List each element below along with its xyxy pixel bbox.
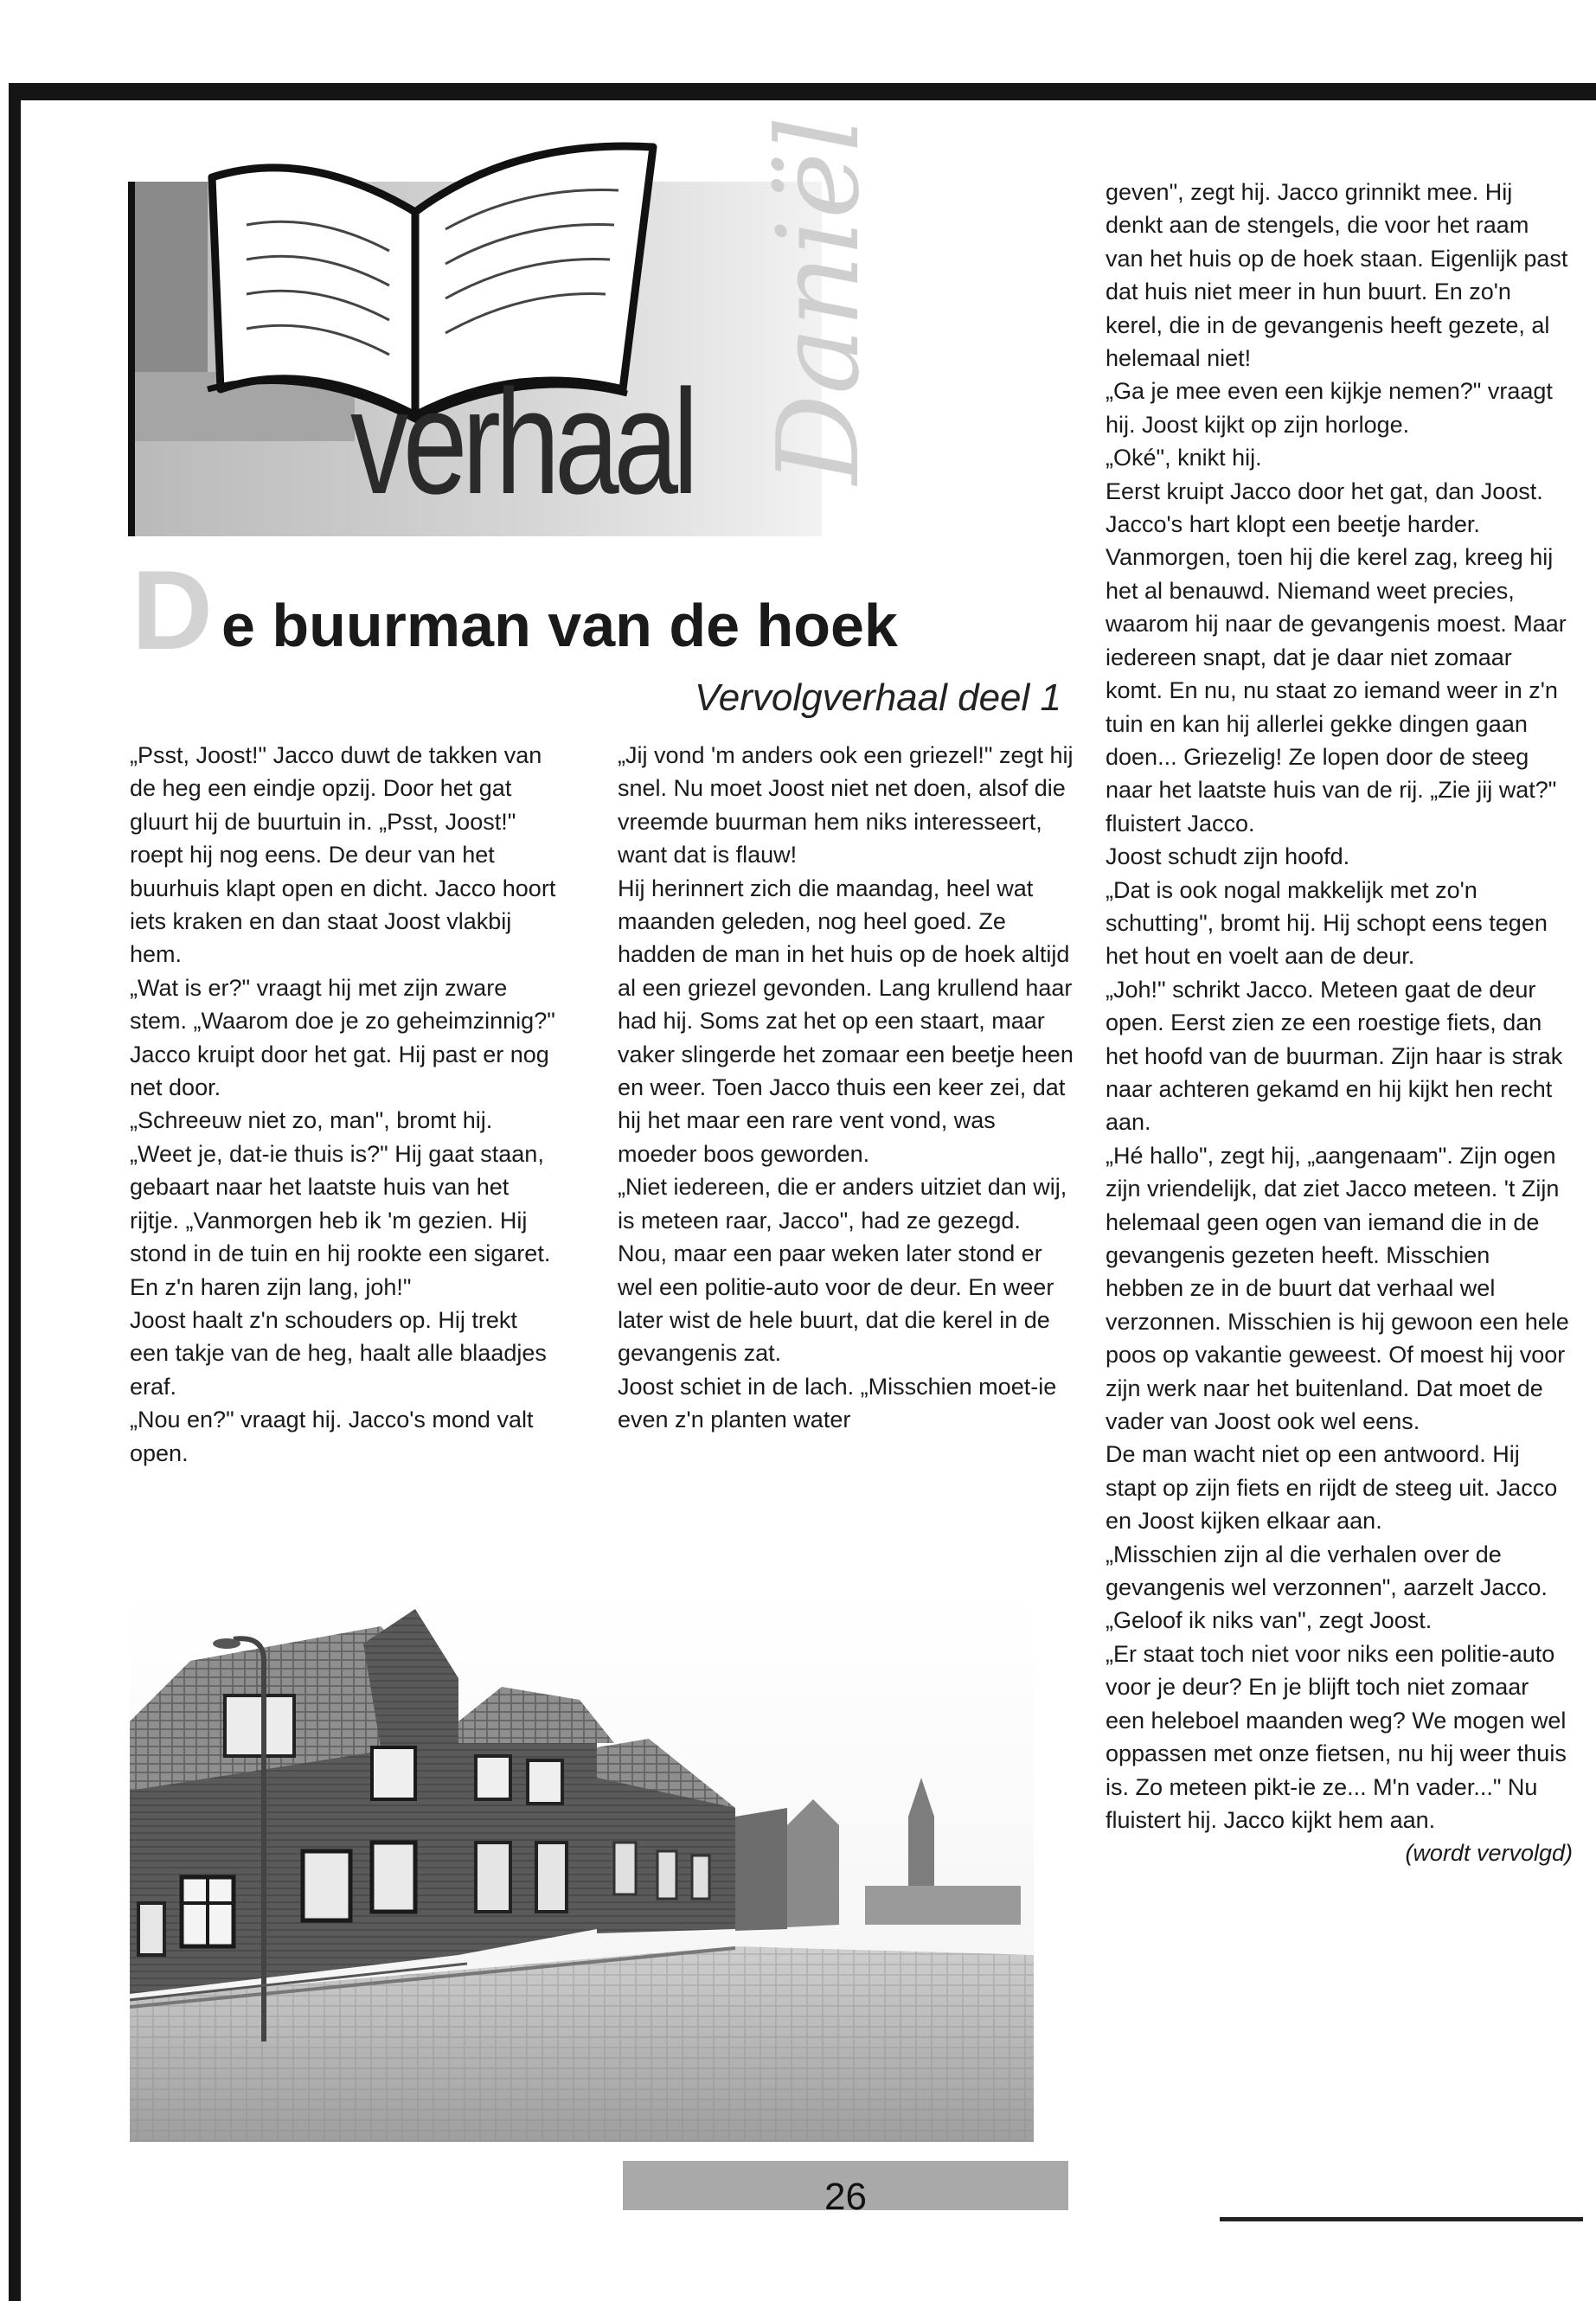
paragraph: „Er staat toch niet voor niks een politie-auto voor je deur? En je blijft toch niet zomaar een heleboel maanden weg? We mogen wel oppassen met onze fietsen, nu hij weer thuis is. Zo meteen pikt-ie ze... M'n vader..." Nu fluistert hij. Jacco kijkt hem aan. — [1106, 1640, 1567, 1833]
text-column-1 — [130, 739, 562, 1470]
paragraph: „Ga je mee even een kijkje nemen?" vraagt hij. Joost kijkt op zijn horloge. — [1106, 378, 1553, 438]
page-number: 26 — [824, 2176, 867, 2210]
paragraph: Eerst kruipt Jacco door het gat, dan Joost. Jacco's hart klopt een beetje harder. Vanmorgen, toen hij die kerel zag, kreeg hij het al benauwd. Niemand weet precies, waarom hij naar de gevangenis moest. Maar iedereen snapt, dat je daar niet zomaar komt. En nu, nu staat zo iemand weer in z'n tuin en kan hij allerlei gekke dingen gaan doen... Griezelig! Ze lopen door de steeg naar het laatste huis van de rij. „Zie jij wat?" fluistert Jacco. — [1106, 478, 1567, 836]
bottom-border-rule — [1220, 2217, 1583, 2221]
paragraph: „Jij vond 'm anders ook een griezel!" zegt hij snel. Nu moet Joost niet net doen, alsof die vreemde buurman hem niks interesseert, want dat is flauw! — [618, 742, 1074, 868]
paragraph: „Oké", knikt hij. — [1106, 445, 1262, 471]
paragraph: „Wat is er?" vraagt hij met zijn zware stem. „Waarom doe je zo geheimzinnig?" — [130, 974, 555, 1035]
paragraph: „Nou en?" vraagt hij. Jacco's mond valt open. — [130, 1407, 534, 1466]
paragraph: Joost haalt z'n schouders op. Hij trekt een takje van de heg, haalt alle blaadjes eraf. — [130, 1306, 547, 1400]
text-column-2 — [618, 739, 1076, 1437]
paragraph: „Geloof ik niks van", zegt Joost. — [1106, 1607, 1433, 1634]
top-border-rule — [9, 83, 1596, 100]
title-drop-cap: D — [131, 547, 213, 673]
paragraph: „Schreeuw niet zo, man", bromt hij. — [130, 1107, 493, 1134]
paragraph: „Psst, Joost!" Jacco duwt de takken van de heg een eindje opzij. Door het gat gluurt hij de buurtuin in. „Psst, Joost!" roept hij nog eens. De deur van het buurhuis klapt open en dicht. Jacco hoort iets kraken en dan staat Joost vlakbij hem. — [130, 742, 556, 968]
section-label: verhaal — [350, 359, 694, 525]
paragraph: geven", zegt hij. Jacco grinnikt mee. Hij denkt aan de stengels, die voor het raam van het huis op de hoek staan. Eigenlijk past dat huis niet meer in hun buurt. En zo'n kerel, die in de gevangenis heeft gezete, al helemaal niet! — [1106, 179, 1568, 372]
street-houses-photo — [130, 1592, 1034, 2142]
paragraph: „Dat is ook nogal makkelijk met zo'n schutting", bromt hij. Hij schopt eens tegen het hout en voelt aan de deur. — [1106, 876, 1548, 970]
author-name: Daniël — [753, 116, 884, 484]
story-title: e buurman van de hoek — [221, 592, 898, 659]
paragraph: „Hé hallo", zegt hij, „aangenaam". Zijn ogen zijn vriendelijk, dat ziet Jacco meteen. 't Zijn helemaal geen ogen van iemand die in de gevangenis gezeten heeft. Misschien hebben ze in de buurt dat verhaal wel verzonnen. Misschien is hij gewoon een hele poos op vakantie geweest. Of moest hij voor zijn werk naar het buitenland. Dat moet de vader van Joost ook wel eens. — [1106, 1142, 1569, 1435]
paragraph: Hij herinnert zich die maandag, heel wat maanden geleden, nog heel goed. Ze hadden de man in het huis op de hoek altijd al een griezel gevonden. Lang krullend haar had hij. Soms zat het op een staart, maar vaker slingerde het zomaar een beetje heen en weer. Toen Jacco thuis een keer zei, dat hij het maar een rare vent vond, was moeder boos geworden. — [618, 875, 1074, 1167]
paragraph: De man wacht niet op een antwoord. Hij stapt op zijn fiets en rijdt de steeg uit. Jacco en Joost kijken elkaar aan. — [1106, 1441, 1558, 1535]
page-number-bar — [623, 2161, 1068, 2210]
paragraph: „Misschien zijn al die verhalen over de gevangenis wel verzonnen", aarzelt Jacco. — [1106, 1541, 1548, 1601]
paragraph: Joost schiet in de lach. „Misschien moet-ie even z'n planten water — [618, 1373, 1057, 1433]
paragraph: „Joh!" schrikt Jacco. Meteen gaat de deur open. Eerst zien ze een roestige fiets, dan het hoofd van de buurman. Zijn haar is strak naar achteren gekamd en hij kijkt hen recht aan. — [1106, 976, 1563, 1136]
to-be-continued-note: (wordt vervolgd) — [1405, 1840, 1573, 1867]
paragraph: „Weet je, dat-ie thuis is?" Hij gaat staan, gebaart naar het laatste huis van het rijtje. „Vanmorgen heb ik 'm gezien. Hij stond in de tuin en hij rookte een sigaret. En z'n haren zijn lang, joh!" — [130, 1140, 551, 1300]
text-column-3 — [1106, 176, 1573, 1870]
header-left-bar — [128, 182, 135, 536]
paragraph: Joost schudt zijn hoofd. — [1106, 843, 1350, 870]
left-border-rule — [9, 83, 21, 2301]
story-subtitle: Vervolgverhaal deel 1 — [695, 676, 1061, 719]
paragraph: „Niet iedereen, die er anders uitziet dan wij, is meteen raar, Jacco", had ze gezegd. Nou, maar een paar weken later stond er wel een politie-auto voor de deur. En weer later wist de hele buurt, dat die kerel in de gevangenis zat. — [618, 1174, 1067, 1367]
paragraph: Jacco kruipt door het gat. Hij past er nog net door. — [130, 1041, 549, 1101]
